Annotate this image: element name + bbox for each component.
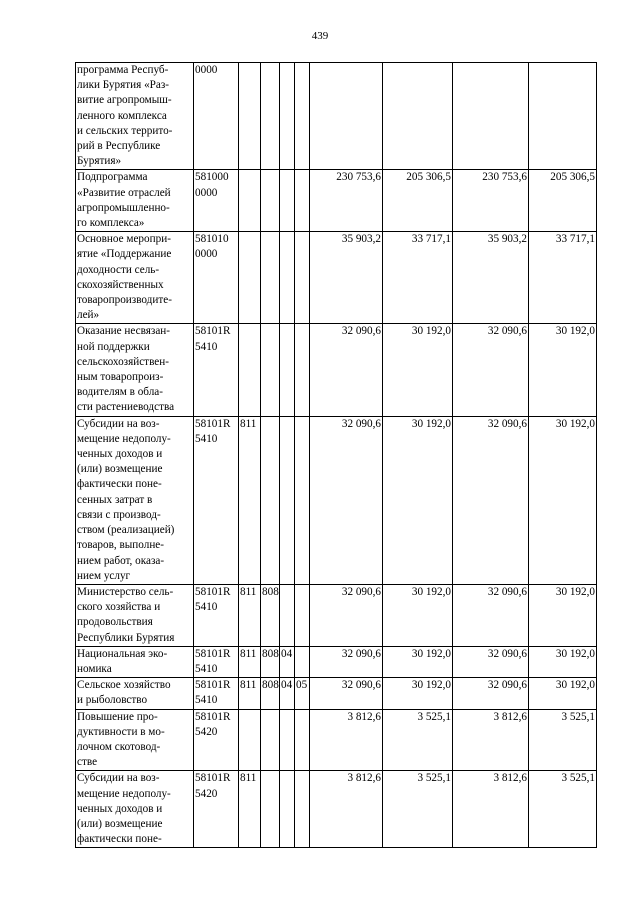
value-1-cell: 230 753,6 [310, 170, 383, 232]
grbs-cell: 811 [239, 584, 261, 646]
pr-cell [280, 63, 295, 170]
grbs-cell [239, 232, 261, 324]
program-name-cell: Национальная эко- номика [76, 646, 194, 677]
target-code-cell: 58101R 5420 [194, 709, 239, 771]
target-code-cell: 0000 [194, 63, 239, 170]
table-row [76, 771, 597, 848]
vr-cell [295, 232, 310, 324]
table-row [76, 416, 597, 584]
page-number: 439 [311, 30, 329, 42]
value-3-cell: 32 090,6 [453, 678, 529, 709]
grbs-cell: 811 [239, 416, 261, 584]
grbs-cell: 811 [239, 646, 261, 677]
target-code-cell: 581000 0000 [194, 170, 239, 232]
value-2-cell: 30 192,0 [383, 646, 453, 677]
value-2-cell: 3 525,1 [383, 771, 453, 848]
value-3-cell: 35 903,2 [453, 232, 529, 324]
value-1-cell: 32 090,6 [310, 646, 383, 677]
value-2-cell: 30 192,0 [383, 678, 453, 709]
rz-cell [261, 63, 280, 170]
program-name-cell: Основное меропри- ятие «Поддержание доходности сель- скохозяйственных товаропроизводите- лей» [76, 232, 194, 324]
value-2-cell: 205 306,5 [383, 170, 453, 232]
grbs-cell [239, 324, 261, 416]
value-2-cell [383, 63, 453, 170]
value-1-cell: 35 903,2 [310, 232, 383, 324]
target-code-cell: 58101R 5410 [194, 646, 239, 677]
vr-cell: 05 [295, 678, 310, 709]
value-4-cell [529, 63, 597, 170]
vr-cell [295, 416, 310, 584]
table-row [76, 63, 597, 170]
pr-cell [280, 232, 295, 324]
target-code-cell: 58101R 5420 [194, 771, 239, 848]
program-name-cell: Повышение про- дуктивности в мо- лочном скотовод- стве [76, 709, 194, 771]
vr-cell [295, 170, 310, 232]
value-3-cell: 32 090,6 [453, 584, 529, 646]
value-4-cell: 30 192,0 [529, 416, 597, 584]
value-2-cell: 30 192,0 [383, 584, 453, 646]
value-4-cell: 30 192,0 [529, 678, 597, 709]
value-1-cell: 3 812,6 [310, 709, 383, 771]
grbs-cell [239, 170, 261, 232]
rz-cell [261, 170, 280, 232]
program-name-cell: Сельское хозяйство и рыболовство [76, 678, 194, 709]
rz-cell [261, 709, 280, 771]
value-3-cell: 32 090,6 [453, 646, 529, 677]
grbs-cell [239, 63, 261, 170]
value-2-cell: 30 192,0 [383, 324, 453, 416]
table-row [76, 678, 597, 709]
program-name-cell: Министерство сель- ского хозяйства и продовольствия Республики Бурятия [76, 584, 194, 646]
rz-cell: 808 [261, 646, 280, 677]
rz-cell: 808 [261, 584, 280, 646]
budget-table [75, 62, 597, 848]
value-3-cell: 32 090,6 [453, 324, 529, 416]
pr-cell [280, 771, 295, 848]
program-name-cell: Субсидии на воз- мещение недополу- ченных доходов и (или) возмещение фактически поне- [76, 771, 194, 848]
rz-cell [261, 416, 280, 584]
vr-cell [295, 63, 310, 170]
grbs-cell [239, 709, 261, 771]
table-row [76, 646, 597, 677]
value-1-cell: 32 090,6 [310, 584, 383, 646]
grbs-cell: 811 [239, 678, 261, 709]
table-row [76, 324, 597, 416]
value-4-cell: 33 717,1 [529, 232, 597, 324]
pr-cell [280, 324, 295, 416]
grbs-cell: 811 [239, 771, 261, 848]
value-1-cell [310, 63, 383, 170]
value-4-cell: 30 192,0 [529, 646, 597, 677]
value-3-cell: 3 812,6 [453, 771, 529, 848]
program-name-cell: Субсидии на воз- мещение недополу- ченных доходов и (или) возмещение фактически поне- сенных затрат в связи с производ- ством (реализацией) товаров, выполне- нием работ, оказа- нием услуг [76, 416, 194, 584]
rz-cell: 808 [261, 678, 280, 709]
target-code-cell: 58101R 5410 [194, 416, 239, 584]
rz-cell [261, 771, 280, 848]
pr-cell [280, 416, 295, 584]
table-row [76, 170, 597, 232]
value-3-cell: 32 090,6 [453, 416, 529, 584]
value-2-cell: 33 717,1 [383, 232, 453, 324]
value-2-cell: 30 192,0 [383, 416, 453, 584]
value-2-cell: 3 525,1 [383, 709, 453, 771]
value-4-cell: 3 525,1 [529, 771, 597, 848]
pr-cell [280, 709, 295, 771]
vr-cell [295, 324, 310, 416]
vr-cell [295, 584, 310, 646]
table-row [76, 232, 597, 324]
program-name-cell: программа Респуб- лики Бурятия «Раз- витие агропромыш- ленного комплекса и сельских террито- рий в Республике Бурятия» [76, 63, 194, 170]
target-code-cell: 58101R 5410 [194, 584, 239, 646]
table-row [76, 584, 597, 646]
value-4-cell: 30 192,0 [529, 324, 597, 416]
value-1-cell: 32 090,6 [310, 416, 383, 584]
value-3-cell: 3 812,6 [453, 709, 529, 771]
value-4-cell: 30 192,0 [529, 584, 597, 646]
program-name-cell: Подпрограмма «Развитие отраслей агропромышленно- го комплекса» [76, 170, 194, 232]
value-4-cell: 3 525,1 [529, 709, 597, 771]
pr-cell [280, 170, 295, 232]
target-code-cell: 581010 0000 [194, 232, 239, 324]
vr-cell [295, 709, 310, 771]
target-code-cell: 58101R 5410 [194, 324, 239, 416]
value-4-cell: 205 306,5 [529, 170, 597, 232]
pr-cell: 04 [280, 646, 295, 677]
value-3-cell [453, 63, 529, 170]
value-1-cell: 3 812,6 [310, 771, 383, 848]
pr-cell [280, 584, 295, 646]
table-row [76, 709, 597, 771]
value-1-cell: 32 090,6 [310, 678, 383, 709]
rz-cell [261, 232, 280, 324]
rz-cell [261, 324, 280, 416]
target-code-cell: 58101R 5410 [194, 678, 239, 709]
pr-cell: 04 [280, 678, 295, 709]
program-name-cell: Оказание несвязан- ной поддержки сельскохозяйствен- ным товаропроиз- водителям в обла- сти растениеводства [76, 324, 194, 416]
value-1-cell: 32 090,6 [310, 324, 383, 416]
vr-cell [295, 771, 310, 848]
vr-cell [295, 646, 310, 677]
value-3-cell: 230 753,6 [453, 170, 529, 232]
